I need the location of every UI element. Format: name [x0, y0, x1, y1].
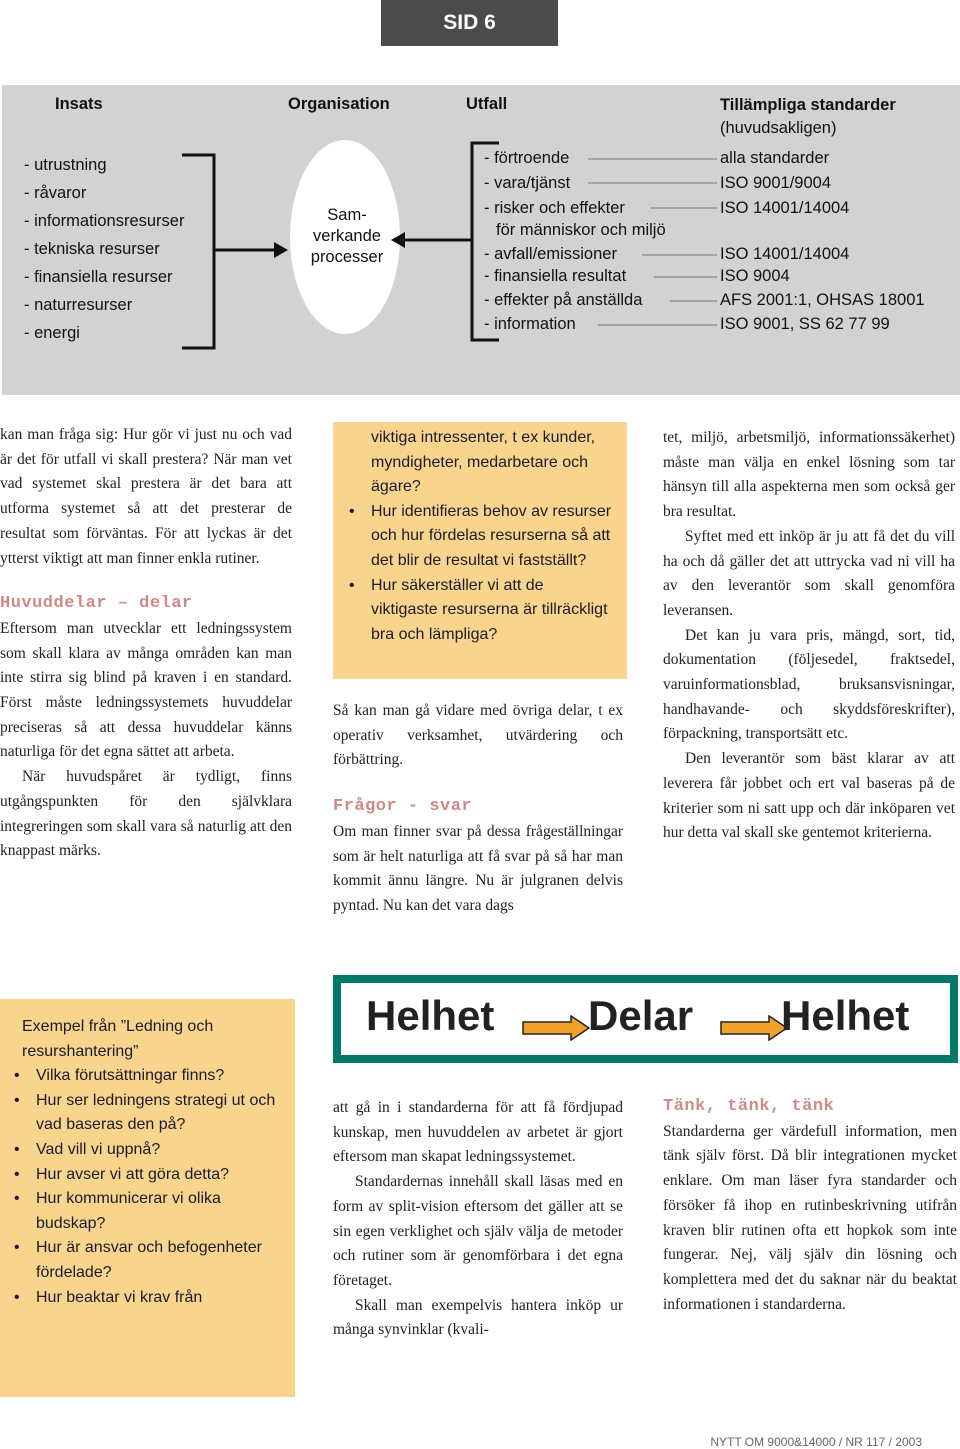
input-item: - råvaror	[24, 184, 87, 202]
process-label: Sam- verkande processer	[310, 206, 384, 266]
body-paragraph: Den leverantör som bäst klarar av att leverera får jobbet och ert val baseras på de kriterier som ni satt upp och där inköparen vet hur detta val skall ske gentemot kriterierna.	[663, 750, 955, 842]
body-paragraph: Standardernas innehåll skall läsas med en form av split-vision eftersom det gäller att se sin egen verklighet och själv välja de metoder och rutiner som är genomförbara i det egna företaget.	[333, 1173, 623, 1289]
section-heading: Huvuddelar – delar	[0, 594, 193, 614]
page-footer: NYTT OM 9000&14000 / NR 117 / 2003	[710, 1435, 922, 1449]
standard-item: ISO 14001/14004	[720, 245, 850, 263]
input-item: - informationsresurser	[24, 212, 185, 230]
header-organisation: Organisation	[288, 95, 390, 113]
example-box	[0, 999, 295, 1397]
body-paragraph: att gå in i standarderna för att få fördjupad kunskap, men huvuddelen av arbetet är gjort eftersom man skapat ledningssystemet.	[333, 1099, 623, 1166]
body-paragraph: Om man finner svar på dessa frågeställningar som är helt naturliga att få svar på så har man kommit ännu längre. Nu är julgranen delvis pyntad. Nu kan det vara dags	[333, 822, 623, 914]
body-paragraph: Standarderna ger värdefull information, men tänk själv först. Då blir integrationen mycket enklare. Om man läser fyra standarder och försöker få ihop en rutinbeskrivning utifrån kraven blir rutinen ofta ett hopkok som inte fungerar. Nej, välj själv din lösning och komplettera med det du saknar när du beaktat informationen i standarderna.	[663, 1122, 957, 1313]
output-item: - avfall/emissioner	[484, 245, 617, 263]
column-2	[333, 699, 623, 919]
standard-item: ISO 14001/14004	[720, 199, 850, 217]
input-item: - energi	[24, 324, 80, 342]
column-3-bottom	[663, 1095, 957, 1317]
header-utfall: Utfall	[466, 95, 508, 113]
list-item: • Hur är ansvar och befogenheter fördelade?	[14, 1236, 282, 1285]
body-paragraph: kan man fråga sig: Hur gör vi just nu och vad är det för utfall vi skall prestera? När man vet vad systemet skal prestera är det bara att utforma systemet så att det presterar de resultat som förväntas. För att lyckas är det ytterst viktigt att man finner enkla rutiner.	[0, 426, 292, 567]
body-paragraph: Skall man exempelvis hantera inköp ur många synvinklar (kvali-	[333, 1296, 623, 1339]
output-item: - vara/tjänst	[484, 174, 571, 192]
list-item: • Hur beaktar vi krav från	[14, 1286, 282, 1311]
output-item: för människor och miljö	[496, 221, 666, 239]
output-item: - risker och effekter	[484, 199, 625, 217]
list-item: • Hur säkerställer vi att de viktigaste resurserna är tillräckligt bra och lämpliga?	[349, 574, 613, 648]
standard-item: ISO 9004	[720, 267, 790, 285]
standard-item: ISO 9001/9004	[720, 174, 832, 192]
body-paragraph: När huvudspåret är tydligt, finns utgångspunkten för den självklara integreringen som skall vara så naturlig att den knappast märks.	[0, 768, 292, 860]
list-item: • Vilka förutsättningar finns?	[14, 1064, 282, 1089]
body-paragraph: Eftersom man utvecklar ett ledningssystem som skall klara av många områden kan man inte stirra sig blind på kraven i en standard. Först måste ledningssystemets huvuddelar preciseras så att dessa huvuddelar känns naturliga för det egna sättet att arbeta.	[0, 619, 292, 761]
banner-word: Helhet	[366, 992, 495, 1039]
list-item-continued: viktiga intressenter, t ex kunder, myndigheter, medarbetare och ägare?	[371, 429, 596, 496]
body-paragraph: Det kan ju vara pris, mängd, sort, tid, dokumentation (följesedel, fraktsedel, varuinformationsblad, bruksansvisningar, handhavande- och skyddsföreskrifter), förpackning, transportsätt etc.	[663, 626, 955, 743]
list-item: • Hur avser vi att göra detta?	[14, 1163, 282, 1188]
banner-word: Delar	[588, 992, 694, 1039]
column-3	[663, 426, 955, 846]
body-paragraph: Så kan man gå vidare med övriga delar, t ex operativ verksamhet, utvärdering och förbättring.	[333, 702, 623, 769]
arrow-right-icon	[521, 1015, 591, 1041]
example-box-title: Exempel från ”Ledning och resurshantering”	[22, 1018, 214, 1060]
standard-item: AFS 2001:1, OHSAS 18001	[720, 291, 925, 309]
process-diagram	[2, 85, 960, 395]
column-2-bottom	[333, 1096, 623, 1343]
body-paragraph: Syftet med ett inköp är ju att få det du vill ha och då gäller det att uttrycka vad ni vill ha av den leverantör som skall genomföra leveransen.	[663, 527, 955, 619]
list-item: • Hur ser ledningens strategi ut och vad baseras den på?	[14, 1089, 282, 1138]
helhet-delar-banner	[333, 975, 958, 1063]
output-item: - effekter på anställda	[484, 291, 643, 309]
output-item: - finansiella resultat	[484, 267, 627, 285]
standard-item: alla standarder	[720, 149, 830, 167]
list-item: • Hur identifieras behov av resurser och hur fördelas resurserna så att det blir de resultat vi fastställt?	[349, 500, 613, 574]
output-item: - information	[484, 315, 576, 333]
list-item: • Hur kommunicerar vi olika budskap?	[14, 1187, 282, 1236]
input-item: - finansiella resurser	[24, 268, 173, 286]
body-paragraph: tet, miljö, arbetsmiljö, informationssäkerhet) måste man välja en enkel lösning som tar hänsyn till alla aspekterna men som också ger bra resultat.	[663, 429, 955, 521]
header-insats: Insats	[55, 95, 103, 113]
column-1	[0, 423, 292, 864]
banner-word: Helhet	[781, 992, 910, 1039]
diagram-connectors	[2, 85, 960, 395]
section-heading: Tänk, tänk, tänk	[663, 1097, 835, 1116]
section-heading: Frågor - svar	[333, 797, 473, 817]
arrow-right-icon	[719, 1015, 789, 1041]
input-item: - utrustning	[24, 156, 107, 174]
standard-item: ISO 9001, SS 62 77 99	[720, 315, 890, 333]
header-standards: Tillämpliga standarder	[720, 96, 896, 114]
output-item: - förtroende	[484, 149, 570, 167]
list-item: • Vad vill vi uppnå?	[14, 1138, 282, 1163]
input-item: - tekniska resurser	[24, 240, 160, 258]
page-label: SID 6	[381, 0, 558, 46]
example-box-continued	[333, 422, 627, 679]
header-standards-sub: (huvudsakligen)	[720, 119, 837, 137]
input-item: - naturresurser	[24, 296, 133, 314]
